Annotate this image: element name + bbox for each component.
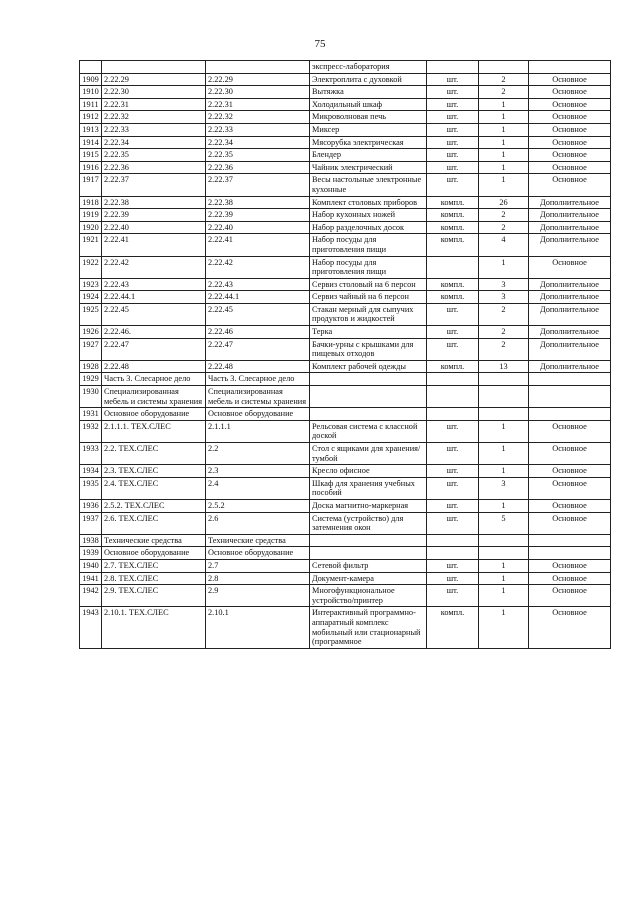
code-cell: 2.22.47 <box>102 338 206 360</box>
table-row <box>80 256 611 278</box>
equipment-type-cell: Дополнительное <box>529 221 611 234</box>
quantity-cell: 1 <box>479 136 529 149</box>
code-cell: 2.22.29 <box>102 73 206 86</box>
quantity-cell <box>479 534 529 547</box>
unit-cell: шт. <box>427 98 479 111</box>
unit-cell: шт. <box>427 111 479 124</box>
item-name-cell: Холодильный шкаф <box>310 98 427 111</box>
table-row <box>80 234 611 256</box>
unit-cell: шт. <box>427 86 479 99</box>
code-short-cell: 2.22.43 <box>206 278 310 291</box>
quantity-cell: 3 <box>479 477 529 499</box>
unit-cell: шт. <box>427 499 479 512</box>
unit-cell: компл. <box>427 291 479 304</box>
quantity-cell: 13 <box>479 360 529 373</box>
row-number-cell: 1929 <box>80 373 102 386</box>
quantity-cell: 1 <box>479 98 529 111</box>
code-cell: 2.6. ТЕХ.СЛЕС <box>102 512 206 534</box>
code-cell: 2.3. ТЕХ.СЛЕС <box>102 465 206 478</box>
unit-cell: компл. <box>427 209 479 222</box>
equipment-type-cell: Основное <box>529 161 611 174</box>
table-row <box>80 221 611 234</box>
row-number-cell: 1912 <box>80 111 102 124</box>
equipment-type-cell: Дополнительное <box>529 303 611 325</box>
code-cell: 2.22.36 <box>102 161 206 174</box>
quantity-cell: 1 <box>479 174 529 196</box>
equipment-type-cell: Дополнительное <box>529 291 611 304</box>
unit-cell: компл. <box>427 360 479 373</box>
code-short-cell: 2.22.46 <box>206 326 310 339</box>
item-name-cell: Интерактивный программно-аппаратный комплекс мобильный или стационарный (программное <box>310 607 427 648</box>
code-cell: 2.22.30 <box>102 86 206 99</box>
item-name-cell <box>310 408 427 421</box>
equipment-type-cell: Дополнительное <box>529 326 611 339</box>
row-number-cell: 1922 <box>80 256 102 278</box>
table-row <box>80 607 611 648</box>
code-cell: 2.22.48 <box>102 360 206 373</box>
quantity-cell: 1 <box>479 499 529 512</box>
equipment-type-cell: Основное <box>529 477 611 499</box>
quantity-cell <box>479 373 529 386</box>
item-name-cell: Миксер <box>310 123 427 136</box>
equipment-type-cell <box>529 386 611 408</box>
item-name-cell: Мясорубка электрическая <box>310 136 427 149</box>
equipment-type-cell: Основное <box>529 174 611 196</box>
item-name-cell: Стол с ящиками для хранения/тумбой <box>310 443 427 465</box>
quantity-cell: 1 <box>479 420 529 442</box>
unit-cell: компл. <box>427 234 479 256</box>
code-short-cell: Технические средства <box>206 534 310 547</box>
item-name-cell: Шкаф для хранения учебных пособий <box>310 477 427 499</box>
code-short-cell: 2.3 <box>206 465 310 478</box>
row-number-cell: 1931 <box>80 408 102 421</box>
item-name-cell: Сервиз чайный на 6 персон <box>310 291 427 304</box>
item-name-cell: Электроплита с духовкой <box>310 73 427 86</box>
quantity-cell: 4 <box>479 234 529 256</box>
code-short-cell: 2.6 <box>206 512 310 534</box>
equipment-type-cell <box>529 408 611 421</box>
item-name-cell: Многофункциональное устройство/принтер <box>310 585 427 607</box>
item-name-cell: Блендер <box>310 149 427 162</box>
code-cell: 2.22.41 <box>102 234 206 256</box>
quantity-cell: 26 <box>479 196 529 209</box>
table-row <box>80 123 611 136</box>
code-cell: 2.7. ТЕХ.СЛЕС <box>102 559 206 572</box>
quantity-cell: 1 <box>479 256 529 278</box>
unit-cell: компл. <box>427 221 479 234</box>
unit-cell <box>427 534 479 547</box>
item-name-cell: Рельсовая система с классной доской <box>310 420 427 442</box>
code-cell: Технические средства <box>102 534 206 547</box>
table-row <box>80 420 611 442</box>
table-row <box>80 196 611 209</box>
code-short-cell: 2.22.29 <box>206 73 310 86</box>
row-number-cell: 1923 <box>80 278 102 291</box>
unit-cell: шт. <box>427 420 479 442</box>
item-name-cell: Набор посуды для приготовления пищи <box>310 234 427 256</box>
row-number-cell: 1916 <box>80 161 102 174</box>
unit-cell <box>427 408 479 421</box>
row-number-cell: 1917 <box>80 174 102 196</box>
quantity-cell: 1 <box>479 607 529 648</box>
unit-cell: шт. <box>427 477 479 499</box>
table-row <box>80 512 611 534</box>
equipment-type-cell: Основное <box>529 559 611 572</box>
equipment-type-cell: Дополнительное <box>529 338 611 360</box>
code-short-cell: Основное оборудование <box>206 408 310 421</box>
table-row <box>80 161 611 174</box>
quantity-cell <box>479 386 529 408</box>
table-row <box>80 174 611 196</box>
table-row <box>80 499 611 512</box>
code-short-cell: 2.22.37 <box>206 174 310 196</box>
equipment-type-cell: Основное <box>529 111 611 124</box>
unit-cell: компл. <box>427 278 479 291</box>
code-short-cell: 2.22.36 <box>206 161 310 174</box>
code-short-cell: 2.22.40 <box>206 221 310 234</box>
equipment-type-cell: Основное <box>529 512 611 534</box>
quantity-cell: 2 <box>479 221 529 234</box>
item-name-cell: Доска магнитно-маркерная <box>310 499 427 512</box>
code-cell: 2.22.34 <box>102 136 206 149</box>
code-short-cell: 2.22.35 <box>206 149 310 162</box>
table-row <box>80 86 611 99</box>
equipment-type-cell: Основное <box>529 149 611 162</box>
quantity-cell: 1 <box>479 123 529 136</box>
code-cell: 2.22.37 <box>102 174 206 196</box>
item-name-cell: Чайник электрический <box>310 161 427 174</box>
quantity-cell: 1 <box>479 585 529 607</box>
unit-cell: шт. <box>427 303 479 325</box>
quantity-cell: 2 <box>479 303 529 325</box>
item-name-cell: Кресло офисное <box>310 465 427 478</box>
table-row <box>80 386 611 408</box>
table-row <box>80 534 611 547</box>
code-cell: 2.2. ТЕХ.СЛЕС <box>102 443 206 465</box>
item-name-cell: Набор разделочных досок <box>310 221 427 234</box>
item-name-cell: Вытяжка <box>310 86 427 99</box>
equipment-table <box>79 60 611 649</box>
item-name-cell: Микроволновая печь <box>310 111 427 124</box>
table-row <box>80 278 611 291</box>
table-row <box>80 136 611 149</box>
quantity-cell: 1 <box>479 149 529 162</box>
code-short-cell: 2.22.39 <box>206 209 310 222</box>
equipment-type-cell: Основное <box>529 499 611 512</box>
quantity-cell: 3 <box>479 278 529 291</box>
code-cell: 2.9. ТЕХ.СЛЕС <box>102 585 206 607</box>
quantity-cell: 2 <box>479 338 529 360</box>
code-cell: Основное оборудование <box>102 547 206 560</box>
quantity-cell <box>479 61 529 74</box>
row-number-cell: 1915 <box>80 149 102 162</box>
code-cell: 2.22.45 <box>102 303 206 325</box>
equipment-type-cell: Основное <box>529 73 611 86</box>
table-row <box>80 547 611 560</box>
row-number-cell: 1935 <box>80 477 102 499</box>
code-short-cell: 2.2 <box>206 443 310 465</box>
item-name-cell: Стакан мерный для сыпучих продуктов и жидкостей <box>310 303 427 325</box>
code-short-cell: 2.22.30 <box>206 86 310 99</box>
code-cell: 2.22.38 <box>102 196 206 209</box>
code-cell: 2.10.1. ТЕХ.СЛЕС <box>102 607 206 648</box>
item-name-cell: Комплект столовых приборов <box>310 196 427 209</box>
table-row <box>80 209 611 222</box>
row-number-cell: 1940 <box>80 559 102 572</box>
code-short-cell: 2.22.32 <box>206 111 310 124</box>
table-row <box>80 303 611 325</box>
row-number-cell: 1927 <box>80 338 102 360</box>
unit-cell: компл. <box>427 196 479 209</box>
code-cell: 2.22.40 <box>102 221 206 234</box>
table-row <box>80 111 611 124</box>
unit-cell: шт. <box>427 174 479 196</box>
table-row <box>80 477 611 499</box>
equipment-type-cell: Дополнительное <box>529 209 611 222</box>
row-number-cell: 1928 <box>80 360 102 373</box>
row-number-cell: 1933 <box>80 443 102 465</box>
quantity-cell: 5 <box>479 512 529 534</box>
row-number-cell <box>80 61 102 74</box>
unit-cell: шт. <box>427 73 479 86</box>
equipment-type-cell: Дополнительное <box>529 278 611 291</box>
code-cell: 2.22.46. <box>102 326 206 339</box>
code-cell: 2.22.35 <box>102 149 206 162</box>
unit-cell: шт. <box>427 572 479 585</box>
row-number-cell: 1921 <box>80 234 102 256</box>
row-number-cell: 1930 <box>80 386 102 408</box>
code-short-cell: 2.22.44.1 <box>206 291 310 304</box>
code-short-cell: 2.9 <box>206 585 310 607</box>
unit-cell: шт. <box>427 149 479 162</box>
table-row <box>80 373 611 386</box>
item-name-cell: Набор кухонных ножей <box>310 209 427 222</box>
code-short-cell: Специализированная мебель и системы хранения <box>206 386 310 408</box>
table-row <box>80 465 611 478</box>
code-short-cell <box>206 61 310 74</box>
row-number-cell: 1926 <box>80 326 102 339</box>
item-name-cell <box>310 534 427 547</box>
quantity-cell: 1 <box>479 572 529 585</box>
code-short-cell: 2.22.45 <box>206 303 310 325</box>
row-number-cell: 1909 <box>80 73 102 86</box>
quantity-cell: 1 <box>479 465 529 478</box>
equipment-table-body <box>80 61 611 649</box>
row-number-cell: 1938 <box>80 534 102 547</box>
equipment-type-cell: Основное <box>529 420 611 442</box>
equipment-type-cell: Основное <box>529 585 611 607</box>
equipment-type-cell: Дополнительное <box>529 360 611 373</box>
code-short-cell: 2.22.41 <box>206 234 310 256</box>
code-cell: 2.22.33 <box>102 123 206 136</box>
row-number-cell: 1943 <box>80 607 102 648</box>
unit-cell: шт. <box>427 136 479 149</box>
code-cell: 2.22.32 <box>102 111 206 124</box>
quantity-cell: 1 <box>479 161 529 174</box>
table-row <box>80 73 611 86</box>
equipment-type-cell <box>529 547 611 560</box>
code-cell: 2.22.43 <box>102 278 206 291</box>
row-number-cell: 1939 <box>80 547 102 560</box>
equipment-type-cell: Основное <box>529 607 611 648</box>
code-cell <box>102 61 206 74</box>
code-short-cell: 2.22.48 <box>206 360 310 373</box>
code-cell: Часть 3. Слесарное дело <box>102 373 206 386</box>
code-cell: 2.5.2. ТЕХ.СЛЕС <box>102 499 206 512</box>
unit-cell <box>427 386 479 408</box>
equipment-type-cell: Основное <box>529 572 611 585</box>
quantity-cell <box>479 547 529 560</box>
item-name-cell: экспресс-лаборатория <box>310 61 427 74</box>
unit-cell <box>427 61 479 74</box>
code-short-cell: 2.22.38 <box>206 196 310 209</box>
quantity-cell: 2 <box>479 326 529 339</box>
unit-cell: шт. <box>427 465 479 478</box>
row-number-cell: 1918 <box>80 196 102 209</box>
quantity-cell: 2 <box>479 73 529 86</box>
unit-cell: шт. <box>427 161 479 174</box>
code-short-cell: 2.22.42 <box>206 256 310 278</box>
equipment-type-cell: Дополнительное <box>529 196 611 209</box>
quantity-cell <box>479 408 529 421</box>
code-short-cell: 2.10.1 <box>206 607 310 648</box>
equipment-type-cell: Основное <box>529 136 611 149</box>
item-name-cell: Терка <box>310 326 427 339</box>
equipment-type-cell: Дополнительное <box>529 234 611 256</box>
row-number-cell: 1942 <box>80 585 102 607</box>
equipment-type-cell <box>529 534 611 547</box>
table-row <box>80 360 611 373</box>
code-cell: Основное оборудование <box>102 408 206 421</box>
code-cell: 2.22.39 <box>102 209 206 222</box>
code-short-cell: 2.8 <box>206 572 310 585</box>
equipment-type-cell <box>529 373 611 386</box>
quantity-cell: 2 <box>479 86 529 99</box>
item-name-cell: Комплект рабочей одежды <box>310 360 427 373</box>
code-short-cell: 2.22.33 <box>206 123 310 136</box>
row-number-cell: 1920 <box>80 221 102 234</box>
unit-cell: шт. <box>427 443 479 465</box>
equipment-type-cell: Основное <box>529 86 611 99</box>
quantity-cell: 1 <box>479 111 529 124</box>
row-number-cell: 1937 <box>80 512 102 534</box>
equipment-type-cell: Основное <box>529 98 611 111</box>
table-row <box>80 149 611 162</box>
row-number-cell: 1932 <box>80 420 102 442</box>
item-name-cell: Сетевой фильтр <box>310 559 427 572</box>
code-short-cell: 2.5.2 <box>206 499 310 512</box>
item-name-cell: Документ-камера <box>310 572 427 585</box>
quantity-cell: 1 <box>479 443 529 465</box>
unit-cell <box>427 547 479 560</box>
code-short-cell: 2.4 <box>206 477 310 499</box>
equipment-type-cell <box>529 61 611 74</box>
code-short-cell: 2.22.47 <box>206 338 310 360</box>
table-row <box>80 61 611 74</box>
unit-cell: компл. <box>427 607 479 648</box>
code-cell: 2.22.42 <box>102 256 206 278</box>
unit-cell: шт. <box>427 512 479 534</box>
code-short-cell: 2.7 <box>206 559 310 572</box>
code-short-cell: 2.22.31 <box>206 98 310 111</box>
item-name-cell <box>310 386 427 408</box>
table-row <box>80 98 611 111</box>
equipment-type-cell: Основное <box>529 465 611 478</box>
unit-cell <box>427 373 479 386</box>
row-number-cell: 1913 <box>80 123 102 136</box>
row-number-cell: 1914 <box>80 136 102 149</box>
code-cell: 2.22.44.1 <box>102 291 206 304</box>
row-number-cell: 1924 <box>80 291 102 304</box>
code-cell: Специализированная мебель и системы хранения <box>102 386 206 408</box>
quantity-cell: 1 <box>479 559 529 572</box>
code-short-cell: 2.1.1.1 <box>206 420 310 442</box>
code-cell: 2.22.31 <box>102 98 206 111</box>
unit-cell <box>427 256 479 278</box>
table-row <box>80 291 611 304</box>
code-short-cell: 2.22.34 <box>206 136 310 149</box>
equipment-type-cell: Основное <box>529 123 611 136</box>
table-row <box>80 585 611 607</box>
table-row <box>80 326 611 339</box>
table-row <box>80 572 611 585</box>
unit-cell: шт. <box>427 338 479 360</box>
item-name-cell <box>310 547 427 560</box>
item-name-cell: Бачки-урны с крышками для пищевых отходов <box>310 338 427 360</box>
row-number-cell: 1936 <box>80 499 102 512</box>
item-name-cell: Весы настольные электронные кухонные <box>310 174 427 196</box>
code-short-cell: Часть 3. Слесарное дело <box>206 373 310 386</box>
code-cell: 2.4. ТЕХ.СЛЕС <box>102 477 206 499</box>
code-cell: 2.8. ТЕХ.СЛЕС <box>102 572 206 585</box>
row-number-cell: 1919 <box>80 209 102 222</box>
unit-cell: шт. <box>427 123 479 136</box>
equipment-type-cell: Основное <box>529 256 611 278</box>
row-number-cell: 1941 <box>80 572 102 585</box>
page-number: 75 <box>314 38 326 50</box>
row-number-cell: 1910 <box>80 86 102 99</box>
table-row <box>80 559 611 572</box>
unit-cell: шт. <box>427 326 479 339</box>
table-row <box>80 408 611 421</box>
equipment-type-cell: Основное <box>529 443 611 465</box>
quantity-cell: 3 <box>479 291 529 304</box>
row-number-cell: 1925 <box>80 303 102 325</box>
item-name-cell <box>310 373 427 386</box>
code-cell: 2.1.1.1. ТЕХ.СЛЕС <box>102 420 206 442</box>
table-row <box>80 338 611 360</box>
row-number-cell: 1911 <box>80 98 102 111</box>
unit-cell: шт. <box>427 585 479 607</box>
quantity-cell: 2 <box>479 209 529 222</box>
item-name-cell: Набор посуды для приготовления пищи <box>310 256 427 278</box>
item-name-cell: Сервиз столовый на 6 персон <box>310 278 427 291</box>
item-name-cell: Система (устройство) для затемнения окон <box>310 512 427 534</box>
table-row <box>80 443 611 465</box>
row-number-cell: 1934 <box>80 465 102 478</box>
unit-cell: шт. <box>427 559 479 572</box>
code-short-cell: Основное оборудование <box>206 547 310 560</box>
